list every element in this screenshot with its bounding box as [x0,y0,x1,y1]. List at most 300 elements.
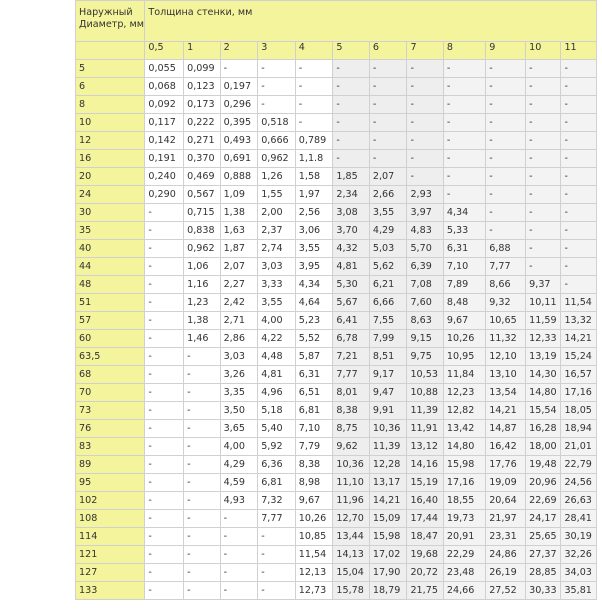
weight-cell: - [184,456,220,474]
weight-cell: - [561,150,597,168]
weight-cell: - [184,510,220,528]
diameter-cell: 10 [76,114,145,132]
table-row [76,276,597,294]
weight-cell: - [486,60,526,78]
weight-cell: - [184,438,220,456]
weight-cell: 14,87 [486,420,526,438]
table-body [76,60,597,600]
weight-cell: - [220,528,258,546]
weight-cell: - [486,186,526,204]
weight-cell: 13,10 [486,366,526,384]
table-row [76,474,597,492]
weight-cell: 12,70 [333,510,369,528]
weight-cell: - [443,96,485,114]
weight-cell: 0,290 [145,186,184,204]
weight-cell: 12,82 [443,402,485,420]
weight-cell: - [220,564,258,582]
thickness-col-header: 11 [561,42,597,60]
weight-cell: - [184,528,220,546]
weight-cell: 20,72 [407,564,443,582]
weight-cell: 10,95 [443,348,485,366]
weight-cell: 6,36 [258,456,296,474]
weight-cell: - [184,492,220,510]
table-row [76,258,597,276]
weight-cell: - [407,114,443,132]
weight-cell: 11,54 [295,546,333,564]
weight-cell: - [333,150,369,168]
weight-cell: 8,38 [333,402,369,420]
weight-cell: 7,60 [407,294,443,312]
weight-cell: 0,715 [184,204,220,222]
weight-cell: 19,73 [443,510,485,528]
weight-cell: 21,75 [407,582,443,600]
table-row [76,132,597,150]
weight-cell: - [145,222,184,240]
weight-cell: 8,63 [407,312,443,330]
weight-cell: 28,85 [526,564,561,582]
weight-cell: 12,28 [369,456,407,474]
weight-cell: 8,01 [333,384,369,402]
weight-cell: 4,48 [258,348,296,366]
weight-cell: - [145,348,184,366]
weight-cell: 19,09 [486,474,526,492]
weight-cell: - [369,78,407,96]
diameter-cell: 89 [76,456,145,474]
weight-cell: 1,58 [295,168,333,186]
weight-cell: 16,40 [407,492,443,510]
weight-cell: - [295,114,333,132]
weight-cell: 0,789 [295,132,333,150]
weight-cell: 9,91 [369,402,407,420]
weight-cell: - [258,582,296,600]
thickness-col-header: 8 [443,42,485,60]
weight-cell: 9,47 [369,384,407,402]
weight-cell: 5,18 [258,402,296,420]
weight-cell: 15,98 [443,456,485,474]
table-row [76,492,597,510]
weight-cell: - [145,528,184,546]
weight-cell: 1,23 [184,294,220,312]
weight-cell: 1,06 [184,258,220,276]
weight-cell: - [145,366,184,384]
weight-cell: 14,30 [526,366,561,384]
weight-cell: 5,52 [295,330,333,348]
weight-cell: 3,03 [258,258,296,276]
weight-cell: 20,91 [443,528,485,546]
weight-cell: 24,56 [561,474,597,492]
weight-cell: - [526,150,561,168]
diameter-cell: 70 [76,384,145,402]
weight-cell: 5,62 [369,258,407,276]
weight-cell: - [443,132,485,150]
table-row [76,330,597,348]
weight-cell: - [526,168,561,186]
weight-cell: 1,09 [220,186,258,204]
table-row [76,546,597,564]
weight-cell: 0,092 [145,96,184,114]
table-row [76,96,597,114]
weight-cell: - [369,150,407,168]
weight-cell: - [486,96,526,114]
weight-cell: 5,92 [258,438,296,456]
weight-cell: 3,65 [220,420,258,438]
thickness-col-header: 7 [407,42,443,60]
weight-cell: 4,22 [258,330,296,348]
weight-cell: - [333,114,369,132]
weight-cell: 0,123 [184,78,220,96]
weight-cell: 9,37 [526,276,561,294]
thickness-col-header: 4 [295,42,333,60]
weight-cell: - [561,186,597,204]
weight-cell: 15,04 [333,564,369,582]
weight-cell: 8,98 [295,474,333,492]
weight-cell: - [443,114,485,132]
weight-cell: 7,08 [407,276,443,294]
weight-cell: 3,33 [258,276,296,294]
weight-cell: - [184,348,220,366]
weight-cell: 2,56 [295,204,333,222]
weight-cell: 12,10 [486,348,526,366]
weight-cell: 8,48 [443,294,485,312]
weight-cell: - [258,528,296,546]
weight-cell: 8,38 [295,456,333,474]
diameter-cell: 44 [76,258,145,276]
weight-cell: 21,01 [561,438,597,456]
thickness-col-header: 10 [526,42,561,60]
weight-cell: - [526,78,561,96]
weight-cell: - [526,258,561,276]
weight-cell: 11,54 [561,294,597,312]
weight-cell: 0,666 [258,132,296,150]
diameter-cell: 51 [76,294,145,312]
weight-cell: 0,469 [184,168,220,186]
weight-cell: - [443,60,485,78]
diameter-cell: 63,5 [76,348,145,366]
weight-cell: 9,62 [333,438,369,456]
weight-cell: 3,55 [295,240,333,258]
weight-cell: 18,05 [561,402,597,420]
table-row [76,348,597,366]
weight-cell: 15,78 [333,582,369,600]
weight-cell: 14,21 [561,330,597,348]
weight-cell: 5,03 [369,240,407,258]
weight-cell: 0,962 [184,240,220,258]
weight-cell: 10,26 [443,330,485,348]
weight-cell: - [443,78,485,96]
weight-cell: 9,15 [407,330,443,348]
weight-cell: 11,91 [407,420,443,438]
weight-cell: - [561,60,597,78]
weight-cell: 6,88 [486,240,526,258]
weight-cell: - [407,60,443,78]
weight-cell: 15,24 [561,348,597,366]
weight-cell: - [407,96,443,114]
table-row [76,582,597,600]
weight-cell: 23,31 [486,528,526,546]
weight-cell: 4,29 [220,456,258,474]
weight-cell: - [145,456,184,474]
weight-cell: 6,39 [407,258,443,276]
weight-cell: 19,68 [407,546,443,564]
diameter-cell: 76 [76,420,145,438]
weight-cell: 6,66 [369,294,407,312]
weight-cell: 1,97 [295,186,333,204]
weight-cell: 2,00 [258,204,296,222]
weight-cell: - [258,78,296,96]
weight-cell: 17,16 [561,384,597,402]
weight-cell: 1,38 [220,204,258,222]
weight-cell: 0,173 [184,96,220,114]
weight-cell: - [526,222,561,240]
weight-cell: - [561,78,597,96]
weight-cell: 3,26 [220,366,258,384]
weight-cell: - [443,168,485,186]
weight-cell: 1,16 [184,276,220,294]
weight-cell: 2,27 [220,276,258,294]
weight-cell: 19,48 [526,456,561,474]
weight-cell: 5,70 [407,240,443,258]
weight-cell: 15,98 [369,528,407,546]
weight-cell: - [145,204,184,222]
weight-cell: 5,87 [295,348,333,366]
weight-cell: 10,65 [486,312,526,330]
weight-cell: 1,38 [184,312,220,330]
weight-cell: 16,42 [486,438,526,456]
weight-cell: 0,240 [145,168,184,186]
weight-cell: 11,10 [333,474,369,492]
weight-cell: 10,88 [407,384,443,402]
thickness-col-header: 3 [258,42,296,60]
weight-cell: 0,142 [145,132,184,150]
weight-cell: 18,94 [561,420,597,438]
weight-cell: 4,96 [258,384,296,402]
weight-cell: - [145,312,184,330]
weight-cell: 17,76 [486,456,526,474]
weight-cell: - [526,240,561,258]
weight-cell: 3,95 [295,258,333,276]
weight-cell: 9,32 [486,294,526,312]
weight-cell: 14,21 [369,492,407,510]
weight-cell: 21,97 [486,510,526,528]
weight-cell: 2,66 [369,186,407,204]
weight-cell: - [145,258,184,276]
weight-cell: 7,77 [258,510,296,528]
weight-cell: 25,65 [526,528,561,546]
weight-cell: - [369,96,407,114]
table-row [76,222,597,240]
weight-cell: - [220,546,258,564]
weight-cell: 12,23 [443,384,485,402]
weight-cell: 18,79 [369,582,407,600]
weight-cell: - [486,222,526,240]
table-row [76,294,597,312]
weight-cell: 2,74 [258,240,296,258]
weight-cell: 13,19 [526,348,561,366]
weight-cell: - [486,132,526,150]
weight-cell: 13,32 [561,312,597,330]
weight-cell: 7,77 [486,258,526,276]
weight-cell: 11,39 [407,402,443,420]
table-row [76,402,597,420]
thickness-col-header: 6 [369,42,407,60]
weight-cell: 7,32 [258,492,296,510]
weight-cell: - [443,186,485,204]
weight-cell: 10,36 [333,456,369,474]
weight-cell: 11,84 [443,366,485,384]
weight-cell: 2,86 [220,330,258,348]
table-row [76,528,597,546]
weight-cell: 2,07 [369,168,407,186]
weight-cell: - [526,60,561,78]
weight-cell: 20,64 [486,492,526,510]
diameter-cell: 68 [76,366,145,384]
thickness-col-header: 1 [184,42,220,60]
weight-cell: - [145,546,184,564]
weight-cell: 8,75 [333,420,369,438]
weight-cell: - [184,402,220,420]
diameter-cell: 133 [76,582,145,600]
weight-cell: - [184,546,220,564]
weight-cell: 14,80 [443,438,485,456]
weight-cell: 5,40 [258,420,296,438]
weight-cell: 9,75 [407,348,443,366]
weight-cell: 0,191 [145,150,184,168]
weight-cell: 24,17 [526,510,561,528]
weight-cell: - [258,60,296,78]
diameter-cell: 30 [76,204,145,222]
weight-cell: - [220,60,258,78]
weight-cell: 6,41 [333,312,369,330]
thickness-col-header: 2 [220,42,258,60]
weight-cell: 12,33 [526,330,561,348]
weight-cell: 7,10 [295,420,333,438]
diameter-cell: 95 [76,474,145,492]
weight-cell: 17,90 [369,564,407,582]
weight-cell: 26,19 [486,564,526,582]
thickness-col-header: 0,5 [145,42,184,60]
diameter-cell: 114 [76,528,145,546]
weight-cell: - [145,240,184,258]
weight-cell: 10,53 [407,366,443,384]
weight-cell: 0,117 [145,114,184,132]
weight-cell: 11,39 [369,438,407,456]
weight-cell: 2,37 [258,222,296,240]
weight-cell: - [369,132,407,150]
weight-cell: 18,55 [443,492,485,510]
weight-cell: 2,07 [220,258,258,276]
thickness-header: Толщина стенки, мм [145,1,597,42]
thickness-col-header: 9 [486,42,526,60]
pipe-weight-table [75,0,597,600]
weight-cell: 32,26 [561,546,597,564]
weight-cell: 0,197 [220,78,258,96]
weight-cell: 1,85 [333,168,369,186]
diameter-header: Наружный Диаметр, мм [76,1,145,42]
weight-cell: - [184,384,220,402]
weight-cell: 16,57 [561,366,597,384]
weight-cell: 4,64 [295,294,333,312]
weight-cell: 6,51 [295,384,333,402]
weight-cell: 3,97 [407,204,443,222]
weight-cell: - [295,60,333,78]
diameter-cell: 60 [76,330,145,348]
weight-cell: - [333,96,369,114]
weight-cell: 11,96 [333,492,369,510]
weight-cell: 6,21 [369,276,407,294]
header-row-main [76,1,597,42]
weight-cell: 7,89 [443,276,485,294]
diameter-cell: 57 [76,312,145,330]
weight-cell: 17,02 [369,546,407,564]
weight-cell: 30,33 [526,582,561,600]
thickness-col-header: 5 [333,42,369,60]
table-row [76,168,597,186]
weight-cell: - [145,510,184,528]
weight-cell: - [333,60,369,78]
weight-cell: 22,69 [526,492,561,510]
weight-cell: - [561,96,597,114]
weight-cell: 34,03 [561,564,597,582]
weight-cell: 3,06 [295,222,333,240]
weight-cell: 6,78 [333,330,369,348]
weight-cell: 28,41 [561,510,597,528]
table-row [76,366,597,384]
weight-cell: - [526,132,561,150]
weight-cell: 1,55 [258,186,296,204]
weight-cell: 0,099 [184,60,220,78]
weight-cell: 18,47 [407,528,443,546]
weight-cell: 3,70 [333,222,369,240]
diameter-cell: 108 [76,510,145,528]
weight-cell: 10,11 [526,294,561,312]
weight-cell: 3,08 [333,204,369,222]
table-row [76,456,597,474]
header-row-thickness [76,42,597,60]
diameter-cell: 127 [76,564,145,582]
weight-cell: - [486,168,526,186]
weight-cell: - [145,474,184,492]
weight-cell: 17,16 [443,474,485,492]
weight-cell: 1,63 [220,222,258,240]
weight-cell: - [145,402,184,420]
weight-cell: 7,99 [369,330,407,348]
weight-cell: 0,838 [184,222,220,240]
weight-cell: 7,10 [443,258,485,276]
table-row [76,384,597,402]
weight-cell: 4,59 [220,474,258,492]
weight-cell: 22,79 [561,456,597,474]
weight-cell: - [561,132,597,150]
weight-cell: - [561,114,597,132]
weight-cell: 13,12 [407,438,443,456]
weight-cell: 20,96 [526,474,561,492]
weight-cell: - [333,132,369,150]
weight-cell: 10,26 [295,510,333,528]
weight-cell: - [369,114,407,132]
weight-cell: - [145,330,184,348]
weight-cell: 22,29 [443,546,485,564]
table-row [76,78,597,96]
weight-cell: 4,29 [369,222,407,240]
weight-cell: 4,32 [333,240,369,258]
weight-cell: 4,83 [407,222,443,240]
table-row [76,510,597,528]
diameter-cell: 24 [76,186,145,204]
weight-cell: - [407,168,443,186]
weight-cell: 0,691 [220,150,258,168]
weight-cell: 1,46 [184,330,220,348]
weight-cell: 0,395 [220,114,258,132]
